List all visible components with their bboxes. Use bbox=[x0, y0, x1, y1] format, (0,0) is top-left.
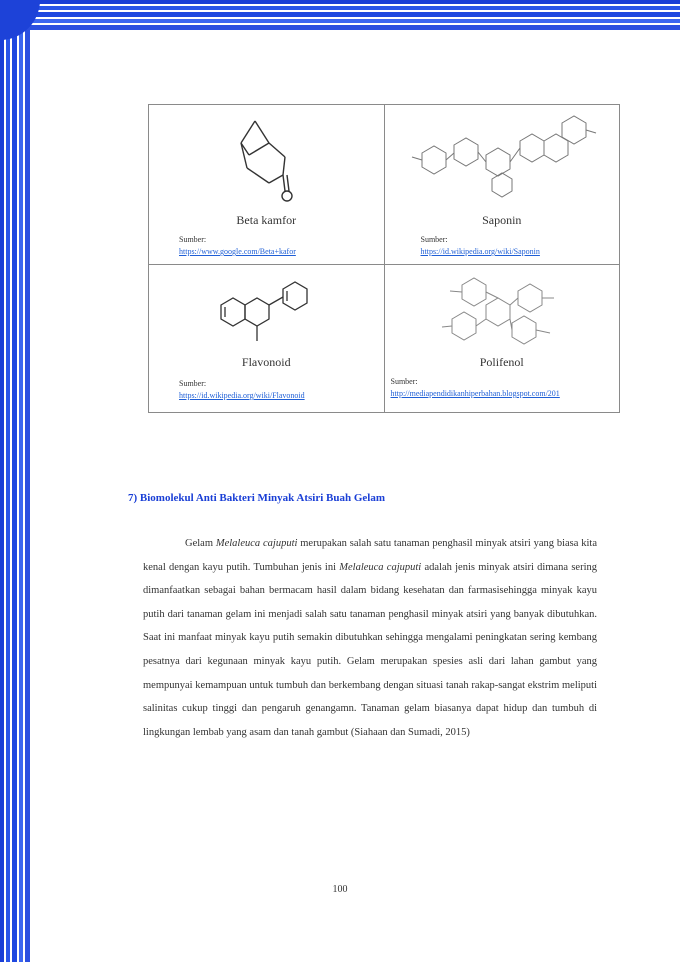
left-frame-bar bbox=[0, 0, 30, 962]
paragraph-segment-italic: Melaleuca cajuputi bbox=[339, 561, 422, 573]
saponin-structure-image bbox=[402, 113, 602, 205]
source-label: Sumber: bbox=[179, 379, 207, 388]
section-heading: 7) Biomolekul Anti Bakteri Minyak Atsiri Buah Gelam bbox=[128, 492, 385, 504]
figure-name: Saponin bbox=[482, 213, 522, 227]
source-link[interactable]: https://www.google.com/Beta+kafor bbox=[179, 247, 296, 256]
paragraph-segment: adalah jenis minyak atsiri dimana sering dimanfaatkan sebagai bahan bermacam hasil dalam bidang kesehatan dan farmasisehingga minyak kayu putih dari tanaman gelam ini menjadi salah satu tanaman penghasil minyak atsiri yang banyak dibutuhkan. Saat ini manfaat minyak kayu putih semakin dibutuhkan sehingga mengalami peningkatan sering kembang pesatnya dari kegunaan minyak kayu putih. Gelam merupakan spesies asli dari lahan gambut yang mempunyai kemampuan untuk tumbuh dan berkembang dengan situasi tanah rakap-sangat ekstrim meliputi salinitas cukup tinggi dan pengaruh genangamn. Tanaman gelam biasanya dapat hidup dan tumbuh di lingkungan lembab yang asam dan tanah gambut (Siahaan dan Sumadi, 2015) bbox=[143, 561, 597, 738]
page-number: 100 bbox=[332, 884, 348, 895]
source-link[interactable]: https://id.wikipedia.org/wiki/Saponin bbox=[420, 247, 540, 256]
source-label: Sumber: bbox=[179, 235, 207, 244]
paragraph-segment: merupakan salah satu tanaman penghasil minyak atsiri yang biasa kita kenal dengan kayu putih. Tumbuhan jenis ini bbox=[143, 538, 597, 573]
source-label: Sumber: bbox=[390, 377, 418, 386]
figure-cell-saponin bbox=[384, 105, 620, 265]
frame-corner bbox=[0, 0, 40, 40]
figure-cell-beta-kamfor bbox=[149, 105, 385, 265]
figure-name: Flavonoid bbox=[241, 355, 291, 369]
figure-name: Beta kamfor bbox=[236, 213, 297, 227]
figure-cell-polifenol bbox=[384, 265, 620, 413]
structure-figure-table bbox=[148, 104, 620, 413]
paragraph-segment: Gelam bbox=[185, 538, 216, 549]
body-paragraph bbox=[143, 532, 597, 744]
polyphenol-structure-image bbox=[422, 271, 582, 353]
top-frame-bar bbox=[0, 0, 680, 30]
source-link[interactable]: http://mediapendidikanhiperbahan.blogspot.com/201 bbox=[390, 389, 560, 398]
camphor-structure-image bbox=[221, 113, 311, 205]
source-label: Sumber: bbox=[420, 235, 448, 244]
paragraph-segment-italic: Melaleuca cajuputi bbox=[215, 538, 298, 549]
figure-name: Polifenol bbox=[479, 355, 524, 369]
source-link[interactable]: https://id.wikipedia.org/wiki/Flavonoid bbox=[179, 391, 305, 400]
flavonoid-structure-image bbox=[211, 275, 321, 351]
figure-cell-flavonoid bbox=[149, 265, 385, 413]
